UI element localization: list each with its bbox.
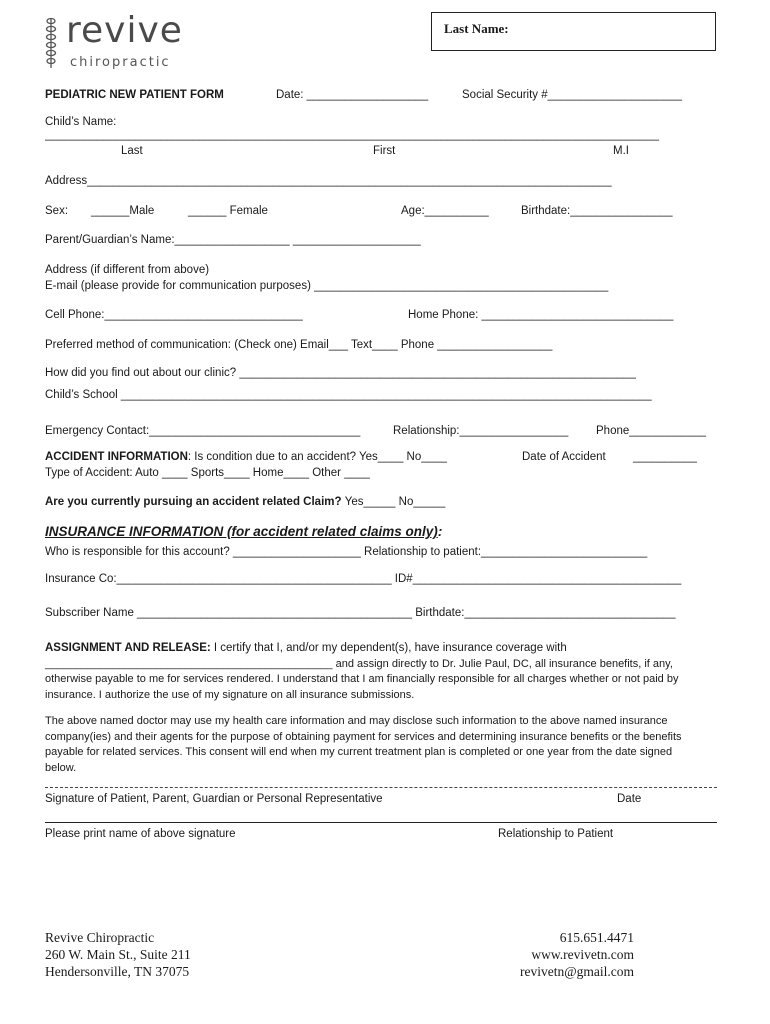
assignment-line-4: insurance. I authorize the use of my signature on all insurance submissions. xyxy=(45,688,415,701)
accident-question-text: : Is condition due to an accident? Yes____ No____ xyxy=(187,451,447,463)
accident-label: ACCIDENT INFORMATION xyxy=(45,451,188,463)
print-name-label: Please print name of above signature xyxy=(45,828,236,840)
emergency-contact-field[interactable]: Emergency Contact:_________________________________ xyxy=(45,425,361,437)
footer-street: 260 W. Main St., Suite 211 xyxy=(45,947,191,962)
birthdate-field[interactable]: Birthdate:________________ xyxy=(521,205,673,217)
footer-contact-block xyxy=(470,929,634,980)
sex-label: Sex: xyxy=(45,205,69,217)
child-school-field[interactable]: Child’s School ___________________________________________________________________________________ xyxy=(45,389,652,401)
insurance-heading-colon: : xyxy=(437,524,443,539)
accident-date-label: Date of Accident xyxy=(522,451,606,463)
date-field[interactable]: Date: ___________________ xyxy=(276,89,429,101)
release-paragraph xyxy=(45,714,715,776)
footer-address-block xyxy=(45,929,191,980)
assignment-label: ASSIGNMENT AND RELEASE: xyxy=(45,642,211,654)
assignment-line-2[interactable]: _______________________________________________ and assign directly to Dr. Julie Paul, DC, all insurance benefits, if any, xyxy=(45,657,673,670)
accident-question[interactable] xyxy=(45,451,447,463)
footer-phone: 615.651.4471 xyxy=(559,930,634,945)
footer-clinic-name: Revive Chiropractic xyxy=(45,930,155,945)
sex-male-field[interactable]: ______Male xyxy=(91,205,155,217)
child-name-field[interactable]: ________________________________________________________________________________________________ xyxy=(45,129,659,141)
guardian-name-field[interactable]: Parent/Guardian’s Name:__________________ ____________________ xyxy=(45,234,421,246)
claim-question[interactable] xyxy=(45,496,445,508)
assignment-paragraph xyxy=(45,641,715,703)
insurance-heading-text: INSURANCE INFORMATION (for accident related claims only) xyxy=(45,524,438,539)
cell-phone-field[interactable]: Cell Phone:_______________________________ xyxy=(45,309,303,321)
footer-email[interactable]: revivetn@gmail.com xyxy=(519,964,634,979)
release-line-1: The above named doctor may use my health care information and may disclose such information to the above named insurance xyxy=(45,715,668,727)
insurance-subscriber-field[interactable]: Subscriber Name ___________________________________________ Birthdate:_________________________________ xyxy=(45,607,676,619)
logo-wordmark: revive xyxy=(66,10,183,51)
signature-date-label: Date xyxy=(617,793,642,805)
child-name-label: Child’s Name: xyxy=(45,116,117,128)
relationship-to-patient-label: Relationship to Patient xyxy=(498,828,614,840)
last-name-field[interactable] xyxy=(431,12,716,51)
child-name-mi-label: M.I xyxy=(613,145,629,157)
signature-label: Signature of Patient, Parent, Guardian or Personal Representative xyxy=(45,793,383,805)
child-name-last-label: Last xyxy=(121,145,143,157)
insurance-company-field[interactable]: Insurance Co:___________________________________________ ID#__________________________________________ xyxy=(45,573,682,585)
ssn-field[interactable]: Social Security #_____________________ xyxy=(462,89,682,101)
form-title: PEDIATRIC NEW PATIENT FORM xyxy=(45,89,224,101)
release-line-2: company(ies) and their agents for the purpose of obtaining payment for services and determining insurance benefits or the benefits xyxy=(45,730,682,743)
insurance-responsible-field[interactable]: Who is responsible for this account? ____________________ Relationship to patient:__________________________ xyxy=(45,546,648,558)
sex-female-field[interactable]: ______ Female xyxy=(188,205,268,217)
age-field[interactable]: Age:__________ xyxy=(401,205,489,217)
referral-source-field[interactable]: How did you find out about our clinic? ______________________________________________________________ xyxy=(45,367,636,379)
signature-line[interactable] xyxy=(45,787,717,788)
accident-date-field[interactable]: __________ xyxy=(633,451,697,463)
revive-logo xyxy=(44,10,194,74)
assignment-line-3: otherwise payable to me for services rendered. I understand that I am financially responsible for all charges whether or not paid by xyxy=(45,673,679,685)
last-name-label: Last Name: xyxy=(444,21,509,36)
claim-question-text: Are you currently pursuing an accident related Claim? xyxy=(45,496,345,508)
print-name-line[interactable] xyxy=(45,822,717,823)
release-line-3: payable for related services. This consent will end when my current treatment plan is completed or one year from the date signed xyxy=(45,746,673,758)
email-field[interactable]: E-mail (please provide for communication purposes) ______________________________________________ xyxy=(45,280,609,292)
emergency-phone-field[interactable]: Phone____________ xyxy=(596,425,707,437)
logo-tagline: chiropractic xyxy=(70,55,171,70)
insurance-heading xyxy=(45,524,442,539)
accident-type-field[interactable]: Type of Accident: Auto ____ Sports____ Home____ Other ____ xyxy=(45,467,370,479)
address-field[interactable]: Address__________________________________________________________________________________ xyxy=(45,175,612,187)
footer-city: Hendersonville, TN 37075 xyxy=(45,964,190,979)
child-name-first-label: First xyxy=(373,145,396,157)
release-line-4: below. xyxy=(45,761,77,774)
home-phone-field[interactable]: Home Phone: ______________________________ xyxy=(408,309,674,321)
footer-website[interactable]: www.revivetn.com xyxy=(531,947,634,962)
preferred-contact-field[interactable]: Preferred method of communication: (Check one) Email___ Text____ Phone __________________ xyxy=(45,339,553,351)
emergency-relationship-field[interactable]: Relationship:_________________ xyxy=(393,425,569,437)
leaf-icon xyxy=(44,16,58,70)
alt-address-label: Address (if different from above) xyxy=(45,264,210,276)
claim-options: Yes_____ No_____ xyxy=(344,496,446,508)
assignment-line-1: I certify that I, and/or my dependent(s), have insurance coverage with xyxy=(210,642,567,654)
